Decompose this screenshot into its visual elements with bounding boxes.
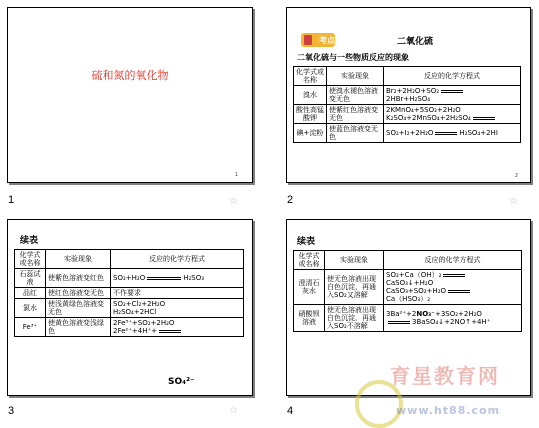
header-cell: 反应的化学方程式 xyxy=(111,250,244,269)
table-header-row xyxy=(294,67,521,86)
row-name: 石蕊试液 xyxy=(15,269,46,288)
row-equation: 不作要求 xyxy=(111,288,244,299)
slide-2-table xyxy=(293,66,521,143)
row-equation: 3Ba²⁺+2NO₃⁻+3SO₂+2H₂O 3BaSO₄↓+2NO↑+4H⁺ xyxy=(384,305,522,332)
slide-4-header: 续表 xyxy=(297,237,316,247)
slide-1-thumbnail[interactable] xyxy=(7,7,253,183)
watermark-text: 育星教育网 xyxy=(390,364,500,388)
row-phenomenon: 使无色溶液出现白色沉淀，再通入SO₂不溶解 xyxy=(325,305,384,332)
table-row xyxy=(294,270,522,305)
row-phenomenon: 使溴水褪色溶液变无色 xyxy=(327,86,384,105)
watermark-url: www.ht88.com xyxy=(396,404,501,417)
slide-1-star-icon: ☆ xyxy=(229,196,238,207)
row-name: 酸性高锰酸钾 xyxy=(294,105,327,124)
row-name: Fe³⁺ xyxy=(15,318,46,337)
table-row xyxy=(294,86,521,105)
table-row xyxy=(15,288,244,299)
table-row xyxy=(15,299,244,318)
row-phenomenon: 使无色溶液出现白色沉淀，再通入SO₂又溶解 xyxy=(325,270,384,305)
slide-2-page-mark: 2 xyxy=(514,173,518,179)
slide-3-thumbnail[interactable] xyxy=(7,219,253,396)
row-equation: SO₂+I₂+2H₂O H₂SO₄+2HI xyxy=(384,124,521,143)
row-equation: SO₂+Ca（OH）₂ CaSO₃↓+H₂O CaSO₃+SO₂+H₂O Ca（HSO₃）₂ xyxy=(384,270,522,305)
topic-badge xyxy=(301,33,335,47)
header-cell: 实验现象 xyxy=(46,250,111,269)
header-cell: 化学式或名称 xyxy=(294,251,325,270)
slide-1-page-mark: 1 xyxy=(234,172,238,178)
row-name: 碘+淀粉 xyxy=(294,124,327,143)
book-icon xyxy=(304,35,312,45)
table-header-row xyxy=(15,250,244,269)
row-phenomenon: 使紫色溶液变红色 xyxy=(46,269,111,288)
header-cell: 实验现象 xyxy=(325,251,384,270)
slide-2-subtitle: 二氧化硫与一些物质反应的现象 xyxy=(297,53,409,62)
table-row xyxy=(294,124,521,143)
slide-3-star-icon: ☆ xyxy=(229,405,238,416)
slide-1-number: 1 xyxy=(8,194,15,206)
table-row xyxy=(15,269,244,288)
row-name: 澄清石灰水 xyxy=(294,270,325,305)
table-header-row xyxy=(294,251,522,270)
row-name: 品红 xyxy=(15,288,46,299)
row-phenomenon: 使红色溶液变无色 xyxy=(46,288,111,299)
row-phenomenon: 使紫红色溶液变无色 xyxy=(327,105,384,124)
table-row xyxy=(294,105,521,124)
slide-3-number: 3 xyxy=(8,405,15,417)
row-equation: 2KMnO₄+5SO₂+2H₂O K₂SO₄+2MnSO₄+2H₂SO₄ xyxy=(384,105,521,124)
row-name: 硝酸钡溶液 xyxy=(294,305,325,332)
slide-4-table xyxy=(293,250,522,332)
header-cell: 化学式或名称 xyxy=(15,250,46,269)
slide-4-number: 4 xyxy=(287,405,294,417)
topic-badge-label: 考点 xyxy=(319,36,335,45)
row-phenomenon: 使蓝色溶液变无色 xyxy=(327,124,384,143)
header-cell: 实验现象 xyxy=(327,67,384,86)
slide-2-thumbnail[interactable] xyxy=(286,7,531,183)
slide-2-star-icon: ☆ xyxy=(509,196,518,207)
slide-2-number: 2 xyxy=(287,194,294,206)
row-name: 溴水 xyxy=(294,86,327,105)
row-equation: 2Fe³⁺+SO₂+2H₂O 2Fe²⁺+4H⁺+ xyxy=(111,318,244,337)
row-phenomenon: 使浅黄绿色溶液变无色 xyxy=(46,299,111,318)
slide-3-header: 续表 xyxy=(20,236,39,246)
row-equation: SO₂+H₂O H₂SO₃ xyxy=(111,269,244,288)
row-equation: Br₂+2H₂O+SO₂ 2HBr+H₂SO₄ xyxy=(384,86,521,105)
slide-2-topic: 二氧化硫 xyxy=(397,37,434,47)
sulfate-ion-label: SO₄²⁻ xyxy=(168,377,195,387)
header-cell: 反应的化学方程式 xyxy=(384,67,521,86)
row-name: 氯水 xyxy=(15,299,46,318)
table-row xyxy=(294,305,522,332)
slide-3-table xyxy=(14,249,244,337)
row-phenomenon: 使黄色溶液变浅绿色 xyxy=(46,318,111,337)
row-equation: SO₂+Cl₂+2H₂O H₂SO₄+2HCl xyxy=(111,299,244,318)
table-row xyxy=(15,318,244,337)
slide-1-title: 硫和氮的氧化物 xyxy=(91,69,169,82)
header-cell: 反应的化学方程式 xyxy=(384,251,522,270)
header-cell: 化学式或名称 xyxy=(294,67,327,86)
